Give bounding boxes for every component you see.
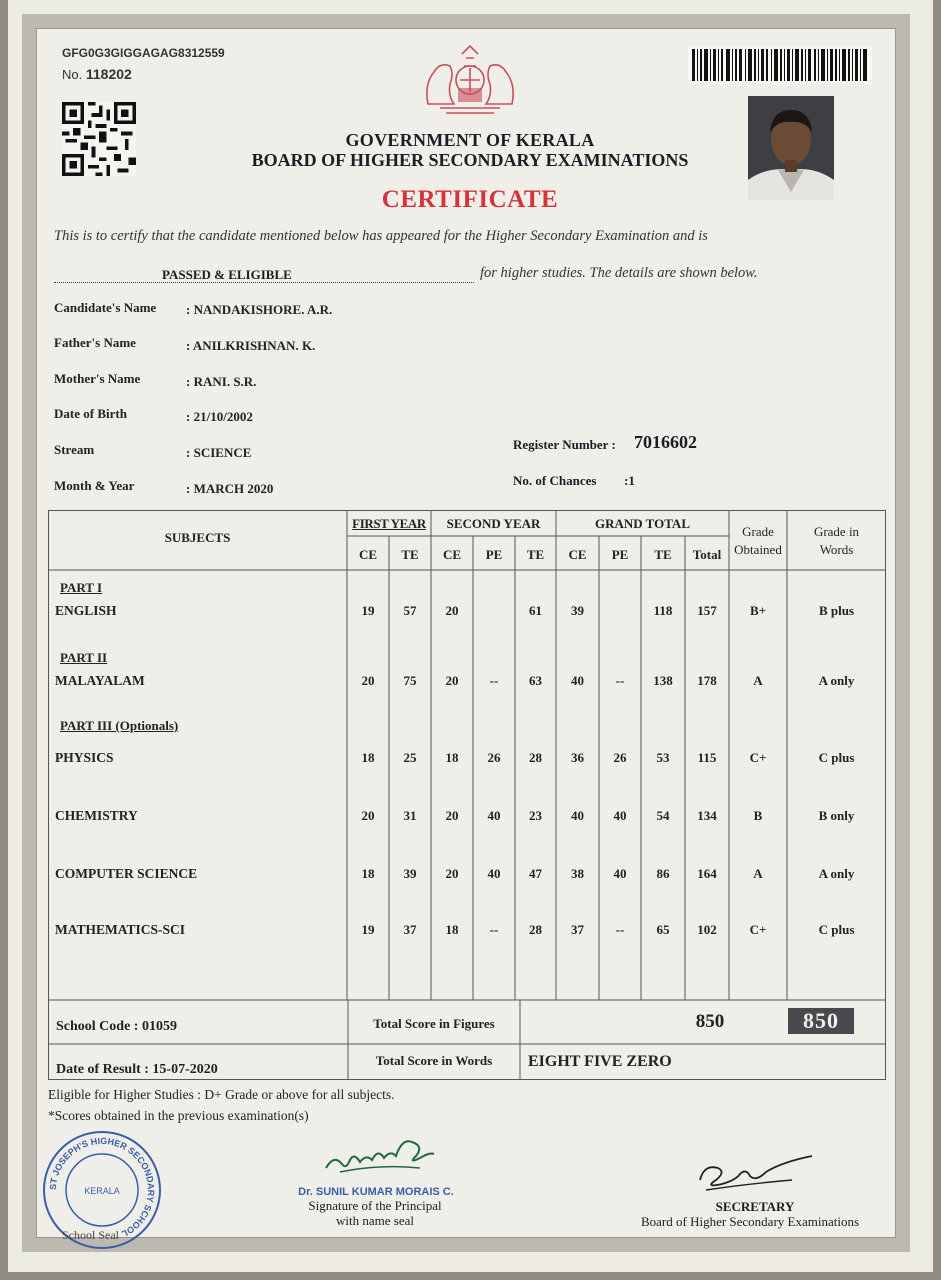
- mark-fy-te: 39: [403, 866, 417, 881]
- mark-fy-ce: 20: [361, 673, 375, 688]
- mark-total: 178: [697, 673, 717, 688]
- cert-no-value: 118202: [85, 66, 132, 82]
- father-name: ANILKRISHNAN. K.: [192, 338, 316, 353]
- grade-obtained-header-2: Obtained: [734, 542, 782, 557]
- month-year: MARCH 2020: [193, 481, 274, 496]
- mark-gt-pe: --: [615, 673, 625, 688]
- chances: 1: [628, 473, 635, 488]
- mark-total: 164: [697, 866, 717, 881]
- qr-code-icon: [62, 102, 136, 176]
- mark-words: C plus: [818, 750, 855, 765]
- school-code-label-text: School Code :: [56, 1019, 139, 1034]
- subject-name: COMPUTER SCIENCE: [55, 866, 198, 881]
- mark-gt-ce: 40: [571, 673, 584, 688]
- previous-scores-note: *Scores obtained in the previous examination(s): [48, 1108, 309, 1123]
- month-year-value: : MARCH 2020: [186, 481, 274, 496]
- mark-sy-te: 23: [529, 808, 542, 823]
- father-name-value: : ANILKRISHNAN. K.: [186, 338, 316, 353]
- total-words-label: Total Score in Words: [375, 1053, 493, 1068]
- mark-fy-te: 25: [403, 750, 417, 765]
- mark-fy-te: 57: [403, 603, 417, 618]
- mark-gt-ce: 38: [571, 866, 584, 881]
- intro-line-1: This is to certify that the candidate mentioned below has appeared for the Higher Secondary Examination and is: [54, 228, 708, 244]
- mark-grade: A: [753, 673, 763, 688]
- eligibility-note: Eligible for Higher Studies : D+ Grade or above for all subjects.: [48, 1087, 395, 1102]
- certificate-number: [62, 66, 132, 82]
- grade-obtained-header-1: Grade: [742, 524, 774, 539]
- principal-signature-label: [280, 1198, 470, 1228]
- secretary-board-label: Board of Higher Secondary Examinations: [640, 1214, 860, 1229]
- gt-te-header: TE: [654, 547, 672, 562]
- mark-gt-te: 54: [656, 808, 670, 823]
- mark-gt-ce: 40: [571, 808, 584, 823]
- mark-sy-pe: --: [489, 673, 499, 688]
- total-words: EIGHT FIVE ZERO: [528, 1053, 672, 1070]
- fy-ce-header: CE: [358, 547, 378, 562]
- total-figures-label: Total Score in Figures: [373, 1016, 495, 1031]
- register-number: 7016602: [634, 432, 697, 452]
- mark-grade: C+: [749, 750, 767, 765]
- kerala-emblem-icon: [420, 44, 520, 116]
- mother-name: RANI. S.R.: [193, 374, 257, 389]
- mark-gt-te: 65: [656, 922, 670, 937]
- sy-pe-header: PE: [485, 547, 503, 562]
- mark-total: 134: [697, 808, 717, 823]
- gt-ce-header: CE: [568, 547, 587, 562]
- candidate-photo: [748, 96, 834, 200]
- mother-name-value: : RANI. S.R.: [186, 374, 257, 389]
- mark-grade: B+: [749, 603, 767, 618]
- school-seal-label: School Seal: [62, 1228, 119, 1242]
- mark-gt-te: 53: [656, 750, 670, 765]
- mark-gt-te: 138: [653, 673, 673, 688]
- grade-words-header-2: Words: [819, 542, 854, 557]
- mark-gt-pe: 40: [613, 808, 627, 823]
- mark-words: A only: [818, 866, 855, 881]
- mark-grade: B: [753, 808, 763, 823]
- principal-sig-line-1: Signature of the Principal: [308, 1198, 442, 1213]
- subject-name: MALAYALAM: [55, 673, 145, 688]
- mark-words: A only: [818, 673, 855, 688]
- mark-fy-te: 75: [403, 673, 417, 688]
- mark-sy-te: 28: [529, 750, 542, 765]
- marks-table-grid: [48, 510, 886, 1080]
- mark-total: 115: [697, 750, 717, 765]
- father-name-label: Father's Name: [54, 335, 136, 350]
- mark-fy-ce: 18: [361, 750, 375, 765]
- mark-gt-ce: 36: [571, 750, 584, 765]
- sy-te-header: TE: [526, 547, 545, 562]
- dob-value: : 21/10/2002: [186, 409, 253, 424]
- second-year-header: SECOND YEAR: [446, 516, 541, 531]
- mother-name-label: Mother's Name: [54, 371, 141, 386]
- gt-total-header: Total: [692, 547, 722, 562]
- government-title: GOVERNMENT OF KERALA: [345, 130, 595, 150]
- mark-total: 102: [697, 922, 717, 937]
- serial-code: GFG0G3GIGGAGAG8312559: [62, 46, 225, 60]
- chances-label: No. of Chances: [513, 473, 597, 488]
- mark-fy-ce: 20: [361, 808, 375, 823]
- secretary-signature-icon: [696, 1150, 816, 1194]
- mark-fy-ce: 19: [361, 922, 375, 937]
- mark-gt-ce: 39: [571, 603, 584, 618]
- principal-name: Dr. SUNIL KUMAR MORAIS C.: [298, 1186, 454, 1198]
- mark-sy-ce: 20: [445, 808, 459, 823]
- grand-total-header: GRAND TOTAL: [595, 516, 690, 531]
- register-number-label: Register Number :: [513, 437, 616, 452]
- seal-ring-text: ST JOSEPH'S HIGHER SECONDARY SCHOOL: [47, 1135, 157, 1240]
- date-result-label: [56, 1062, 218, 1078]
- mark-sy-te: 47: [529, 866, 542, 881]
- subject-name: CHEMISTRY: [55, 808, 138, 823]
- month-year-label: Month & Year: [54, 478, 135, 493]
- mark-sy-pe: 26: [487, 750, 501, 765]
- candidate-name-label: Candidate's Name: [54, 300, 157, 315]
- mark-sy-pe: 40: [487, 866, 501, 881]
- intro-line-2: for higher studies. The details are shown below.: [480, 265, 758, 281]
- cert-no-label: No.: [62, 67, 83, 82]
- dob-label: Date of Birth: [54, 406, 127, 421]
- chances-value: :1: [624, 473, 635, 488]
- subject-name: PHYSICS: [55, 750, 114, 765]
- mark-fy-te: 31: [403, 808, 417, 823]
- secretary-label: SECRETARY: [715, 1199, 795, 1214]
- mark-sy-te: 28: [529, 922, 542, 937]
- mark-grade: A: [753, 866, 763, 881]
- mark-sy-pe: 40: [487, 808, 501, 823]
- subject-name: MATHEMATICS-SCI: [55, 922, 186, 937]
- mark-fy-ce: 18: [361, 866, 375, 881]
- mark-words: B plus: [818, 603, 855, 618]
- total-figures: 850: [695, 1011, 725, 1032]
- mark-sy-te: 61: [529, 603, 542, 618]
- mark-gt-te: 86: [656, 866, 670, 881]
- mark-fy-te: 37: [403, 922, 417, 937]
- board-title: BOARD OF HIGHER SECONDARY EXAMINATIONS: [251, 150, 689, 170]
- mark-words: B only: [818, 808, 855, 823]
- part-3-label: PART III (Optionals): [60, 718, 179, 733]
- total-figures-stamp: 850: [788, 1008, 854, 1034]
- mark-gt-pe: 40: [613, 866, 627, 881]
- part-2-label: PART II: [60, 650, 108, 665]
- mark-sy-ce: 18: [445, 750, 459, 765]
- school-code-label: [56, 1019, 177, 1035]
- certificate-title: CERTIFICATE: [381, 186, 559, 213]
- mark-gt-ce: 37: [571, 922, 584, 937]
- mark-fy-ce: 19: [361, 603, 375, 618]
- gt-pe-header: PE: [611, 547, 629, 562]
- principal-sig-line-2: with name seal: [336, 1213, 414, 1228]
- mark-gt-te: 118: [653, 603, 673, 618]
- grade-words-header-1: Grade in: [813, 524, 860, 539]
- mark-total: 157: [697, 603, 717, 618]
- dob: 21/10/2002: [193, 409, 253, 424]
- mark-gt-pe: 26: [613, 750, 627, 765]
- sy-ce-header: CE: [442, 547, 462, 562]
- school-code: 01059: [141, 1019, 177, 1034]
- candidate-name-value: : NANDAKISHORE. A.R.: [186, 302, 333, 317]
- part-1-label: PART I: [60, 580, 103, 595]
- pass-status: PASSED & ELIGIBLE: [162, 267, 292, 282]
- first-year-header: FIRST YEAR: [352, 516, 426, 531]
- stream: SCIENCE: [193, 445, 252, 460]
- stream-label: Stream: [54, 442, 95, 457]
- mark-grade: C+: [749, 922, 767, 937]
- mark-sy-ce: 18: [445, 922, 459, 937]
- seal-center-text: KERALA: [84, 1186, 120, 1196]
- date-result-label-text: Date of Result :: [56, 1062, 149, 1077]
- mark-gt-pe: --: [615, 922, 625, 937]
- barcode-icon: [688, 46, 872, 84]
- mark-sy-te: 63: [529, 673, 542, 688]
- mark-sy-ce: 20: [445, 673, 459, 688]
- fy-te-header: TE: [401, 547, 419, 562]
- mark-sy-pe: --: [489, 922, 499, 937]
- subjects-header: SUBJECTS: [164, 530, 231, 545]
- mark-sy-ce: 20: [445, 603, 459, 618]
- principal-signature-icon: [320, 1124, 440, 1180]
- candidate-name: NANDAKISHORE. A.R.: [193, 302, 333, 317]
- date-result: 15-07-2020: [152, 1062, 218, 1077]
- mark-words: C plus: [818, 922, 855, 937]
- subject-name: ENGLISH: [55, 603, 117, 618]
- stream-value: : SCIENCE: [186, 445, 252, 460]
- mark-sy-ce: 20: [445, 866, 459, 881]
